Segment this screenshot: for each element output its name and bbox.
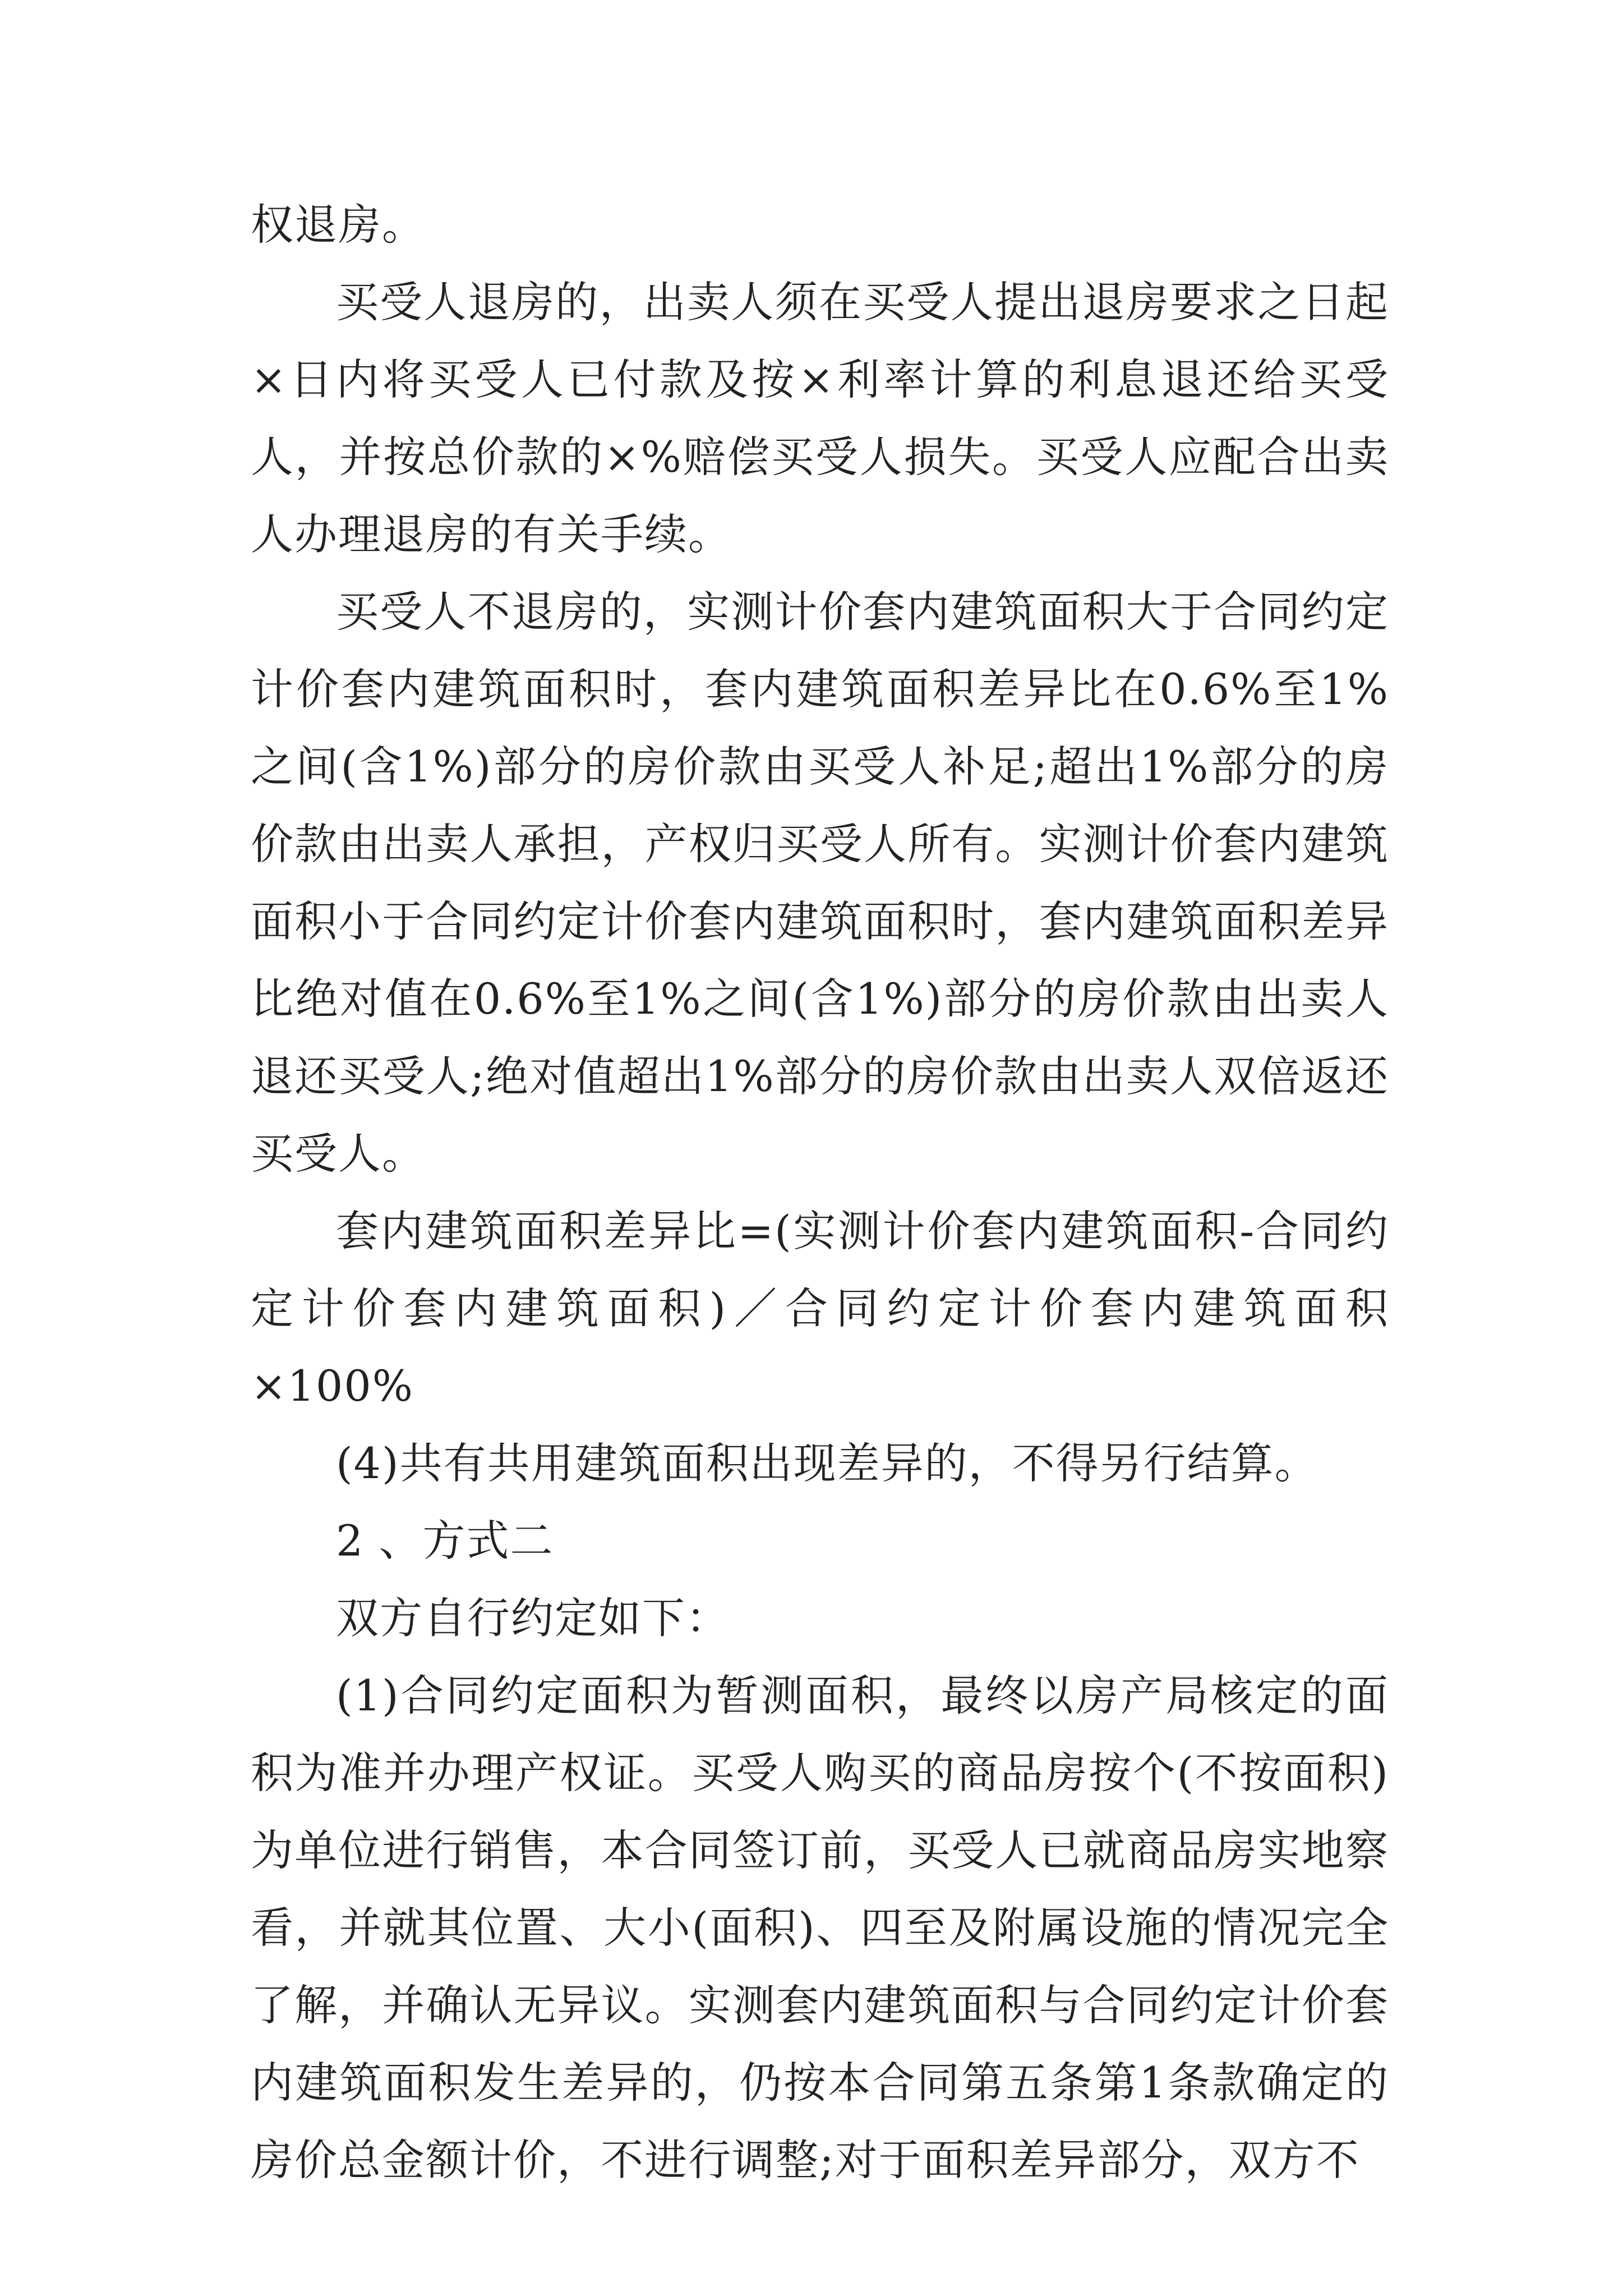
paragraph-4: 套内建筑面积差异比=(实测计价套内建筑面积-合同约定计价套内建筑面积)／合同约定计价套内建筑面积×100% <box>251 1206 1389 1411</box>
paragraph-2: 买受人退房的，出卖人须在买受人提出退房要求之日起×日内将买受人已付款及按×利率计算的利息退还给买受人，并按总价款的×%赔偿买受人损失。买受人应配合出卖人办理退房的有关手续。 <box>251 277 1389 559</box>
document-body <box>251 186 1389 2199</box>
paragraph-1: 权退房。 <box>251 200 426 250</box>
paragraph-3: 买受人不退房的，实测计价套内建筑面积大于合同约定计价套内建筑面积时，套内建筑面积差异比在0.6%至1%之间(含1%)部分的房价款由买受人补足;超出1%部分的房价款由出卖人承担，产权归买受人所有。实测计价套内建筑面积小于合同约定计价套内建筑面积时，套内建筑面积差异比绝对值在0.6%至1%之间(含1%)部分的房价款由出卖人退还买受人;绝对值超出1%部分的房价款由出卖人双倍返还买受人。 <box>251 587 1389 1179</box>
paragraph-7: 双方自行约定如下： <box>336 1593 730 1643</box>
paragraph-8: (1)合同约定面积为暂测面积，最终以房产局核定的面积为准并办理产权证。买受人购买的商品房按个(不按面积)为单位进行销售，本合同签订前，买受人已就商品房实地察看，并就其位置、大小(面积)、四至及附属设施的情况完全了解，并确认无异议。实测套内建筑面积与合同约定计价套内建筑面积发生差异的，仍按本合同第五条第1条款确定的房价总金额计价，不进行调整;对于面积差异部分，双方不 <box>251 1671 1389 2185</box>
paragraph-5: (4)共有共用建筑面积出现差异的，不得另行结算。 <box>336 1438 1318 1488</box>
paragraph-6: 2 、方式二 <box>336 1516 554 1566</box>
